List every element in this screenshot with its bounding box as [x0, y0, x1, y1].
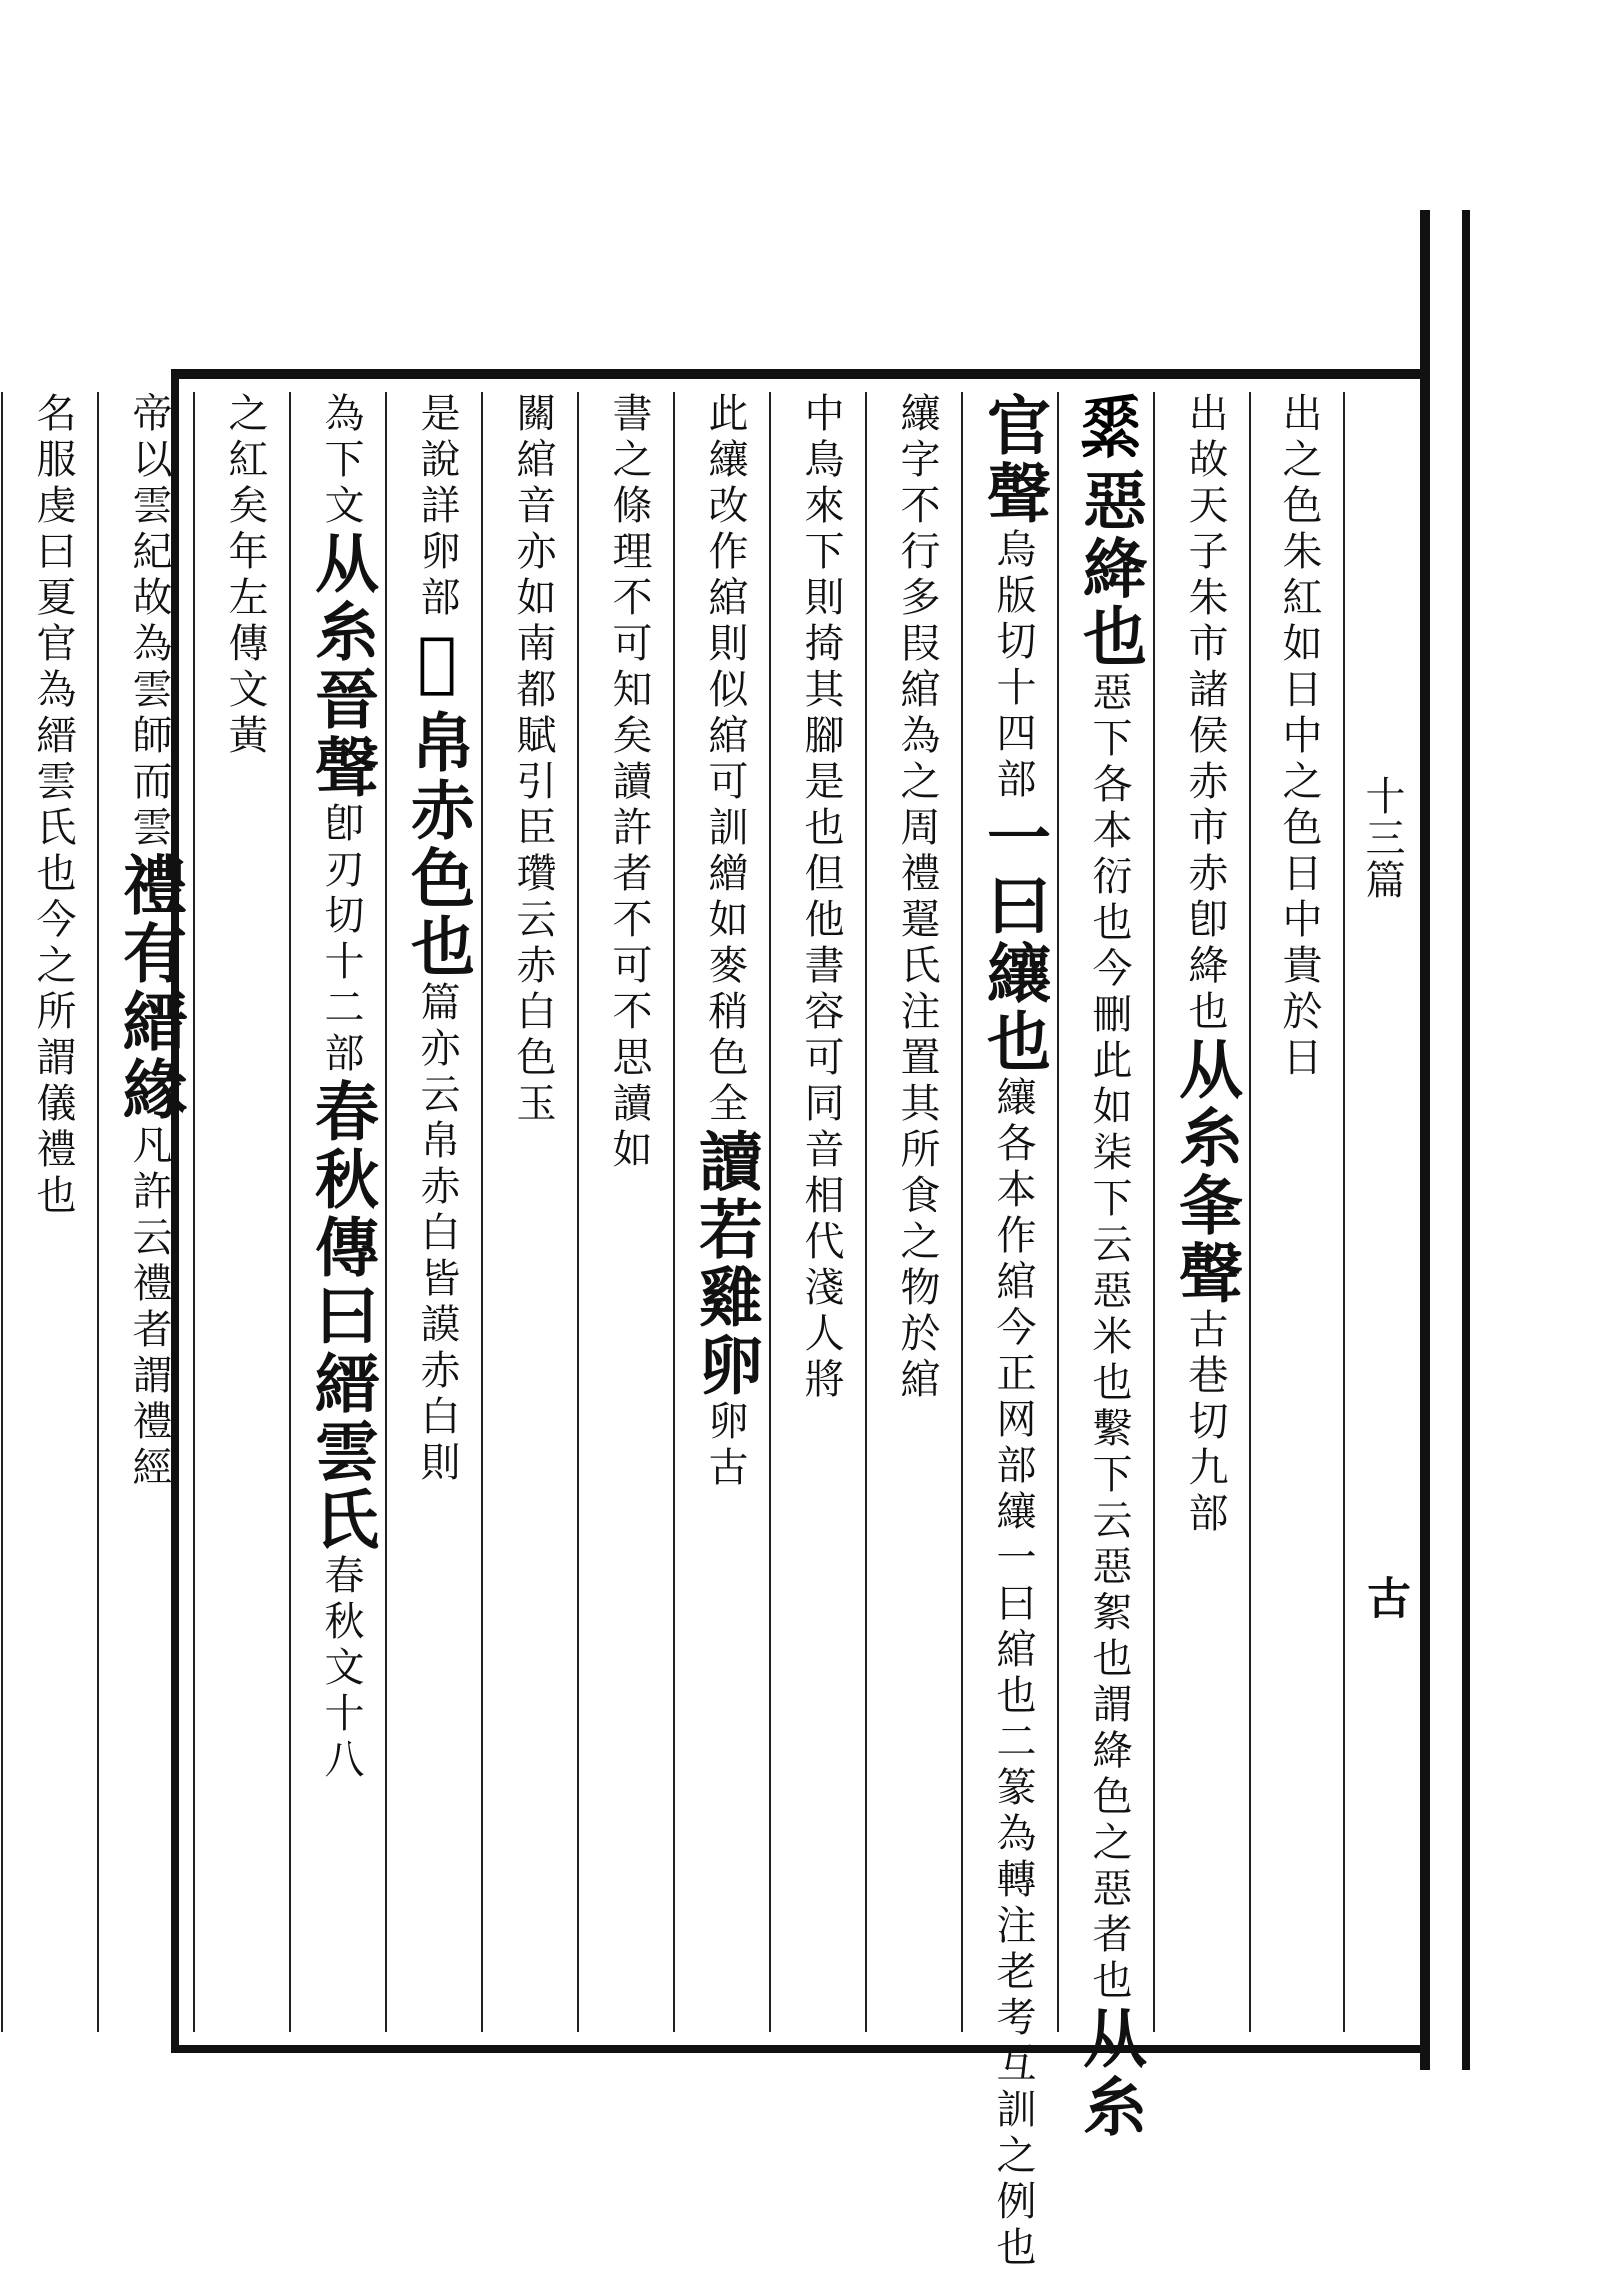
- annotation-text-segment: 讀如: [606, 1082, 652, 1174]
- annotation-text-segment: 古巷切九部: [1182, 1308, 1228, 1538]
- main-text-segment: 春秋傳曰縉雲氏: [304, 1078, 379, 1554]
- annotation-text-segment: 是說詳卵部: [414, 392, 460, 622]
- text-column: [1, 392, 97, 2032]
- annotation-text-segment: 烏版切十四部: [990, 528, 1036, 804]
- annotation-text-segment: 此纕改作綰則似綰可訓繒如麥稍色全: [702, 392, 748, 1128]
- text-column: [289, 392, 385, 2032]
- annotation-text-segment: 中鳥來下則掎其腳是也但他書容可同音相代淺人將: [798, 392, 844, 1404]
- annotation-text-segment: 卵古: [702, 1400, 748, 1492]
- annotation-text-segment: 書之條理不可知矣讀許者不可不思: [606, 392, 652, 1082]
- annotation-text-segment: 為下文: [318, 392, 364, 530]
- annotation-text-segment: 纕字不行多叚綰為之周禮翨氏注置其所食之物於綰: [894, 392, 940, 1404]
- annotation-text-segment: 名服虔曰夏官為縉雲氏: [30, 392, 76, 852]
- annotation-text-segment: 帝以雲紀故為雲師而雲: [126, 392, 172, 852]
- page-edge-line-outer: [1462, 210, 1470, 2070]
- annotation-text-segment: 出之色朱紅如日中之色日中貴於日: [1276, 392, 1322, 1082]
- text-column: [97, 392, 193, 2032]
- annotation-text-segment: 也今之所謂儀禮也: [30, 852, 76, 1220]
- annotation-text-segment: 春秋文十八: [318, 1554, 364, 1784]
- annotation-text-segment: 纕各本作綰今正网部纕一曰綰也二篆為轉注老考互訓之例也: [990, 1076, 1036, 2272]
- text-column: [481, 392, 577, 2032]
- page-edge-line: [1420, 210, 1430, 2070]
- text-column: [673, 392, 769, 2032]
- text-column: [961, 392, 1057, 2272]
- text-column: [1153, 392, 1249, 2032]
- text-column: [577, 392, 673, 2032]
- main-text-segment: 官聲: [976, 392, 1051, 528]
- text-columns: [30, 392, 1345, 2272]
- text-column: [865, 392, 961, 2032]
- main-text-segment: 讀若雞卵: [688, 1128, 763, 1400]
- annotation-text-segment: 篇亦云帛赤白皆謨赤白則: [414, 981, 460, 1487]
- main-text-segment: 一曰纕也: [976, 804, 1051, 1076]
- annotation-text-segment: 惡下各本衍也今刪此如柒下云惡米也繫下云惡絮也謂絳色之惡者也: [1086, 671, 1132, 2005]
- main-text-segment: 惡絳也: [1072, 467, 1147, 671]
- seal-character: 𦃃: [1070, 392, 1148, 467]
- text-column: [1249, 392, 1345, 2032]
- main-text-segment: 禮有縉緣: [112, 852, 187, 1124]
- annotation-text-segment: 關綰音亦如南都賦引臣瓚云赤白色玉: [510, 392, 556, 1128]
- annotation-text-segment: 年左傳文黃: [222, 530, 268, 760]
- main-text-segment: 从糸夆聲: [1168, 1036, 1243, 1308]
- main-text-segment: 从糸: [1072, 2005, 1147, 2141]
- text-column: [1057, 392, 1153, 2141]
- annotation-text-segment: 凡許云禮者謂禮經: [126, 1124, 172, 1492]
- page-number: 古: [1359, 1575, 1410, 1619]
- seal-character: 𦄩: [398, 622, 476, 709]
- main-text-segment: 帛赤色也: [400, 709, 475, 981]
- main-text-segment: 从糸晉聲: [304, 530, 379, 802]
- text-column: [385, 392, 481, 2032]
- text-column: [769, 392, 865, 2032]
- section-label: 十三篇: [1354, 775, 1410, 901]
- text-column: [193, 392, 289, 2032]
- annotation-text-segment: 出故天子朱市諸侯赤市赤卽絳也: [1182, 392, 1228, 1036]
- annotation-text-segment: 之紅矣: [222, 392, 268, 530]
- annotation-text-segment: 卽刃切十二部: [318, 802, 364, 1078]
